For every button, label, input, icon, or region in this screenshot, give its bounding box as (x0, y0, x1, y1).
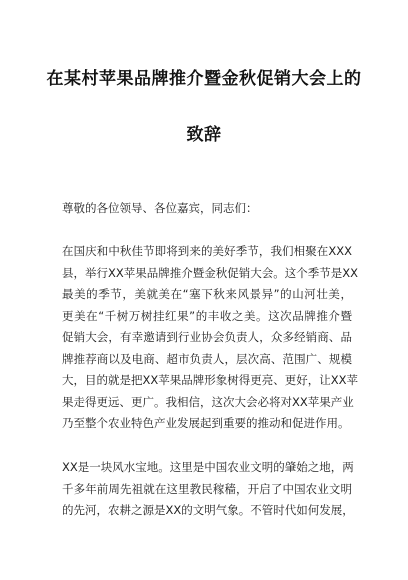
paragraph-line: 县，举行XX苹果品牌推介暨金秋促销大会。这个季节是XX (62, 265, 359, 280)
paragraph-line: XX是一块风水宝地。这里是中国农业文明的肇始之地，两 (62, 460, 354, 474)
document-title-line-2: 致辞 (186, 125, 222, 145)
paragraph-2 (62, 457, 352, 522)
paragraph-line: 乃至整个农业特色产业发展起到重要的推动和促进作用。 (62, 416, 350, 430)
paragraph-line: 最美的季节，美就美在“塞下秋来风景异”的山河壮美， (62, 287, 352, 301)
paragraph-line: 在国庆和中秋佳节即将到来的美好季节，我们相聚在XXX (62, 244, 352, 258)
paragraph-line: 大，目的就是把XX苹果品牌形象树得更亮、更好，让XX苹 (62, 373, 359, 387)
paragraph-1 (62, 241, 359, 435)
paragraph-line: 促销大会，有幸邀请到行业协会负责人，众多经销商、品 (62, 330, 352, 344)
paragraph-line: 牌推荐商以及电商、超市负责人，层次高、范围广、规模 (62, 351, 352, 366)
paragraph-line: 千多年前周先祖就在这里教民稼穑，开启了中国农业文明 (62, 481, 352, 496)
paragraph-line: 果走得更远、更广。我相信，这次大会必将对XX苹果产业 (62, 394, 354, 409)
paragraph-line: 更美在“千树万树挂红果”的丰收之美。这次品牌推介暨 (62, 308, 352, 323)
document-title-line-1: 在某村苹果品牌推介暨金秋促销大会上的 (46, 69, 362, 89)
greeting: 尊敬的各位领导、各位嘉宾，同志们： (62, 201, 258, 215)
paragraph-line: 的先河，农耕之源是XX的文明气象。不管时代如何发展， (62, 503, 354, 517)
